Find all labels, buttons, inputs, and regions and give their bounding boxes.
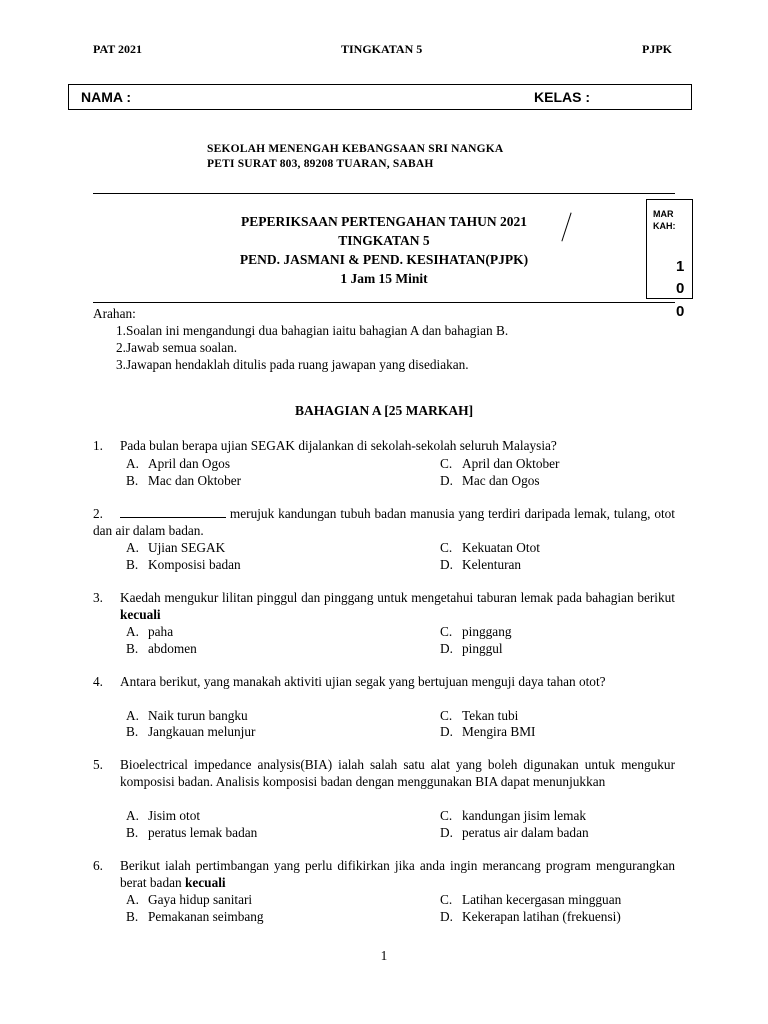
option-d: D. Kekerapan latihan (frekuensi) [440,909,621,924]
page-number: 1 [380,948,388,963]
option-c: C. Kekuatan Otot [440,540,540,555]
option-c: C. pinggang [440,624,512,639]
option-text: Kelenturan [462,557,522,572]
question-stem: Antara berikut, yang manakah aktiviti ujian segak yang bertujuan menguji daya tahan otot? [120,674,606,689]
option-c: C. April dan Oktober [440,456,560,471]
option-text: pinggang [462,624,512,639]
marks-digit-3: 0 [676,303,685,320]
instructions-title: Arahan: [93,306,136,321]
school-address: PETI SURAT 803, 89208 TUARAN, SABAH [207,158,434,170]
option-text: Tekan tubi [462,708,519,723]
option-b: B. Pemakanan seimbang [126,909,264,924]
question-number: 1. [93,438,103,453]
school-name: SEKOLAH MENENGAH KEBANGSAAN SRI NANGKA [207,143,504,155]
name-label: NAMA : [81,89,132,105]
name-class-box [68,84,692,110]
option-text: peratus lemak badan [148,825,258,840]
question-stem-emphasis: kecuali [184,875,226,890]
divider-top [93,193,675,194]
option-d: D. Mac dan Ogos [440,473,540,488]
option-text: Mac dan Ogos [462,473,540,488]
exam-title-line1: PEPERIKSAAN PERTENGAHAN TAHUN 2021 [241,214,527,229]
marks-digit-2: 0 [676,280,685,297]
answer-blank [120,505,226,518]
option-a: A. Ujian SEGAK [126,540,226,555]
option-a: A. Jisim otot [126,808,201,823]
option-text: Mac dan Oktober [148,473,242,488]
question-2 [93,505,675,539]
marks-label: MAR KAH: [653,209,676,231]
option-c: C. Latihan kecergasan mingguan [440,892,622,907]
option-text: Pemakanan seimbang [148,909,264,924]
exam-title-line2: TINGKATAN 5 [338,233,430,248]
header-left: PAT 2021 [93,42,143,56]
question-1 [93,437,675,454]
exam-title-line3: PEND. JASMANI & PEND. KESIHATAN(PJPK) [239,252,529,267]
option-text: Gaya hidup sanitari [148,892,253,907]
marks-box [646,199,693,299]
instruction-item: 1.Soalan ini mengandungi dua bahagian iaitu bahagian A dan bahagian B. [116,323,509,338]
option-b: B. Komposisi badan [126,557,241,572]
option-text: Naik turun bangku [148,708,248,723]
option-text: April dan Oktober [462,456,560,471]
exam-title [164,212,604,288]
question-number: 3. [93,590,103,605]
option-d: D. pinggul [440,641,503,656]
question-stem: merujuk kandungan tubuh badan manusia yang terdiri daripada lemak, tulang, otot dan air dalam badan. [93,506,676,538]
marks-digit-1: 1 [676,258,685,275]
instruction-item: 3.Jawapan hendaklah ditulis pada ruang jawapan yang disediakan. [116,357,469,372]
option-text: Ujian SEGAK [148,540,226,555]
question-4 [93,673,675,690]
question-number: 2. [93,506,103,521]
option-c: C. kandungan jisim lemak [440,808,587,823]
exam-duration: 1 Jam 15 Minit [340,271,428,286]
question-number: 5. [93,757,103,772]
option-text: paha [148,624,174,639]
question-stem: Bioelectrical impedance analysis(BIA) ialah salah satu alat yang boleh digunakan untuk mengukur komposisi badan. Analisis komposisi badan dengan menggunakan BIA dapat menunjukkan [120,757,675,789]
option-d: D. Kelenturan [440,557,522,572]
instruction-item: 2.Jawab semua soalan. [116,340,238,355]
question-stem: Kaedah mengukur lilitan pinggul dan pinggang untuk mengetahui taburan lemak pada bahagian berikut [120,590,675,605]
header-center: TINGKATAN 5 [341,42,423,56]
option-b: B. Mac dan Oktober [126,473,242,488]
option-text: pinggul [462,641,503,656]
question-5 [93,756,675,790]
option-a: A. Gaya hidup sanitari [126,892,253,907]
option-text: peratus air dalam badan [462,825,589,840]
question-stem: Pada bulan berapa ujian SEGAK dijalankan di sekolah-sekolah seluruh Malaysia? [120,438,557,453]
option-text: kandungan jisim lemak [462,808,587,823]
option-text: April dan Ogos [148,456,230,471]
question-stem-emphasis: kecuali [120,607,161,622]
option-b: B. Jangkauan melunjur [126,724,256,739]
option-b: B. abdomen [126,641,197,656]
option-text: Latihan kecergasan mingguan [462,892,622,907]
option-c: C. Tekan tubi [440,708,519,723]
option-a: A. April dan Ogos [126,456,230,471]
section-title: BAHAGIAN A [25 MARKAH] [294,403,474,418]
option-text: Jisim otot [148,808,201,823]
option-text: Jangkauan melunjur [148,724,256,739]
option-d: D. Mengira BMI [440,724,536,739]
option-text: Komposisi badan [148,557,241,572]
option-d: D. peratus air dalam badan [440,825,589,840]
question-6 [93,857,675,891]
option-text: Kekuatan Otot [462,540,540,555]
option-text: Kekerapan latihan (frekuensi) [462,909,621,924]
question-3 [93,589,675,623]
option-text: Mengira BMI [462,724,536,739]
question-number: 6. [93,858,103,873]
question-number: 4. [93,674,103,689]
option-a: A. Naik turun bangku [126,708,248,723]
question-stem: Berikut ialah pertimbangan yang perlu difikirkan jika anda ingin merancang program mengurangkan berat badan [120,858,675,890]
header-right: PJPK [642,42,672,56]
option-b: B. peratus lemak badan [126,825,258,840]
divider-bottom [93,302,675,303]
option-a: A. paha [126,624,174,639]
option-text: abdomen [148,641,197,656]
class-label: KELAS : [534,89,590,105]
